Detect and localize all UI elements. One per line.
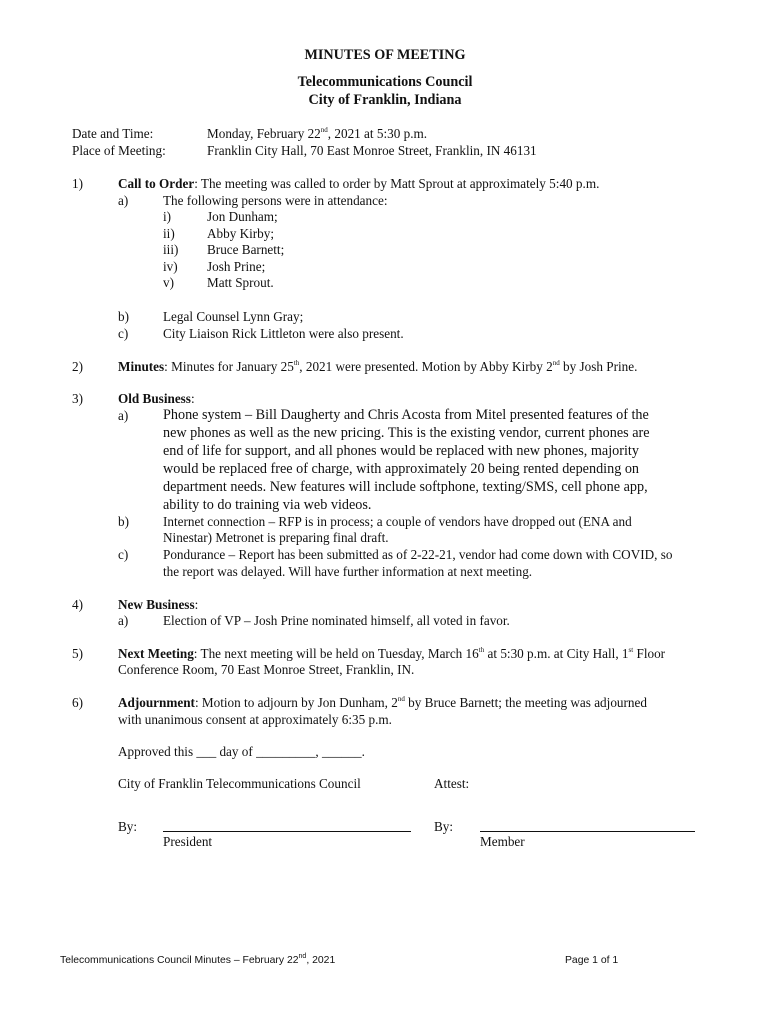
list-label: c) [118,326,129,341]
list-label: iv) [163,259,178,274]
list-label: a) [118,193,129,208]
president-label: President [163,834,213,849]
phone-system-line: department needs. New features will include softphone, texting/SMS, cell phone app, [163,479,648,495]
list-label: b) [118,309,129,324]
place-label: Place of Meeting: [72,143,166,158]
legal-counsel: Legal Counsel Lynn Gray; [163,309,304,324]
list-label: a) [118,613,129,628]
pondurance-line: Pondurance – Report has been submitted as of 2-22-21, vendor had come down with COVID, so [163,547,673,562]
list-label: iii) [163,242,179,257]
by-label-left: By: [118,819,138,834]
member-label: Member [480,834,525,849]
section-number: 5) [72,646,83,661]
section-number: 2) [72,359,83,374]
phone-system-line: new phones as well as the new pricing. This is the existing vendor, current phones are [163,425,650,441]
pondurance-line: the report was delayed. Will have further information at next meeting. [163,564,533,579]
section-minutes: Minutes: Minutes for January 25th, 2021 were presented. Motion by Abby Kirby 2nd by Josh Prine. [118,358,638,374]
list-label: v) [163,275,174,290]
approved-line: Approved this ___ day of _________, ______. [118,744,365,759]
election-vp: Election of VP – Josh Prine nominated himself, all voted in favor. [163,613,510,628]
page-number: Page 1 of 1 [565,955,619,966]
list-label: ii) [163,226,175,241]
subtitle-council: Telecommunications Council [297,74,473,90]
attendee-name: Josh Prine; [207,259,266,274]
list-label: b) [118,514,129,529]
section-new-business: New Business: [118,597,199,612]
adjournment-line2: with unanimous consent at approximately 6:35 p.m. [118,712,392,727]
list-label: i) [163,209,172,224]
section-next-meeting: Next Meeting: The next meeting will be held on Tuesday, March 16th at 5:30 p.m. at City Hall, 1st Floor [118,645,666,661]
city-liaison: City Liaison Rick Littleton were also present. [163,326,404,341]
attest-label: Attest: [434,776,470,791]
section-call-to-order: Call to Order: The meeting was called to order by Matt Sprout at approximately 5:40 p.m. [118,176,600,191]
list-label: c) [118,547,129,562]
date-label: Date and Time: [72,126,154,141]
section-adjournment: Adjournment: Motion to adjourn by Jon Dunham, 2nd by Bruce Barnett; the meeting was adjourned [118,694,647,710]
phone-system-line: would be replaced free of charge, with approximately 20 being rented depending on [163,461,640,477]
section-number: 3) [72,391,83,406]
signature-line-member [480,831,695,832]
section-old-business: Old Business: [118,391,195,406]
by-label-right: By: [434,819,454,834]
date-value: Monday, February 22nd, 2021 at 5:30 p.m. [207,125,428,141]
phone-system-line: Phone system – Bill Daugherty and Chris Acosta from Mitel presented features of the [163,407,649,423]
place-value: Franklin City Hall, 70 East Monroe Street, Franklin, IN 46131 [207,143,537,158]
attendee-name: Bruce Barnett; [207,242,285,257]
section-number: 4) [72,597,83,612]
internet-line: Internet connection – RFP is in process; a couple of vendors have dropped out (ENA and [163,514,632,529]
attendee-name: Jon Dunham; [207,209,278,224]
attendee-name: Abby Kirby; [207,226,275,241]
section-number: 1) [72,176,83,191]
page-title: MINUTES OF MEETING [304,47,466,63]
signature-line-president [163,831,411,832]
section-number: 6) [72,695,83,710]
footer-title: Telecommunications Council Minutes – February 22nd, 2021 [60,952,336,966]
attendance-intro: The following persons were in attendance: [163,193,388,208]
phone-system-line: end of life for support, and all phones would be replaced with new phones, majority [163,443,639,459]
council-name: City of Franklin Telecommunications Council [118,776,361,791]
internet-line: Ninestar) Metronet is preparing final draft. [163,530,389,545]
phone-system-line: ability to do training via web videos. [163,497,372,513]
subtitle-city: City of Franklin, Indiana [308,92,462,108]
attendee-name: Matt Sprout. [207,275,274,290]
list-label: a) [118,408,129,423]
next-meeting-line2: Conference Room, 70 East Monroe Street, Franklin, IN. [118,662,415,677]
